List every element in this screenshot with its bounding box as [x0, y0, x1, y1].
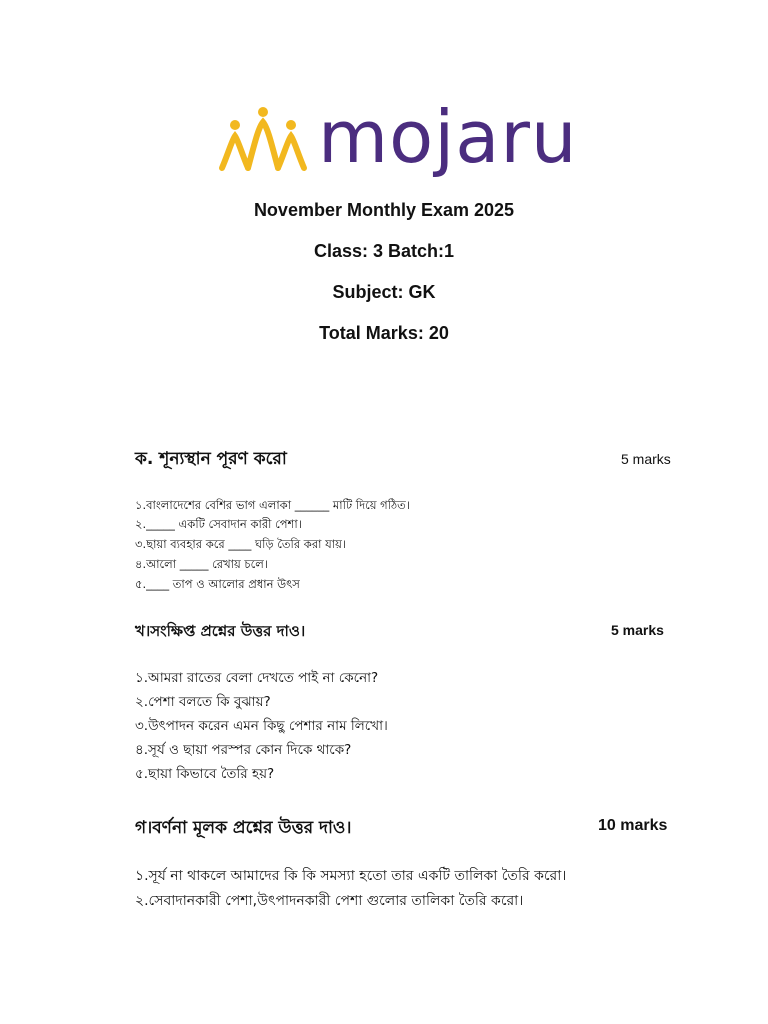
- question-item: ৩.উৎপাদন করেন এমন কিছু পেশার নাম লিখো।: [135, 718, 388, 734]
- section-marks: 10 marks: [598, 817, 668, 834]
- class-batch: Class: 3 Batch:1: [313, 241, 455, 261]
- three-people-logo-icon: [218, 106, 308, 176]
- question-item: ২.পেশা বলতে কি বুঝায়?: [135, 694, 271, 710]
- question-item: ২.সেবাদানকারী পেশা,উৎপাদনকারী পেশা গুলোর তালিকা তৈরি করো।: [135, 893, 524, 909]
- question-item: ১.সূর্য না থাকলে আমাদের কি কি সমস্যা হতো তার একটি তালিকা তৈরি করো।: [135, 868, 567, 884]
- total-marks: Total Marks: 20: [319, 323, 449, 343]
- exam-title: November Monthly Exam 2025: [253, 200, 515, 220]
- subject: Subject: GK: [332, 282, 436, 302]
- question-item: ১.আমরা রাতের বেলা দেখতে পাই না কেনো?: [135, 670, 379, 686]
- question-item: ১.বাংলাদেশের বেশির ভাগ এলাকা ______ মাটি দিয়ে গঠিত।: [135, 498, 410, 512]
- mojaru-logo: [218, 95, 578, 186]
- question-item: ৪.আলো _____ রেখায় চলে।: [135, 557, 268, 571]
- question-item: ৩.ছায়া ব্যবহার করে ____ ঘড়ি তৈরি করা যায়।: [135, 537, 347, 551]
- question-item: ৫.____ তাপ ও আলোর প্রধান উৎস: [135, 577, 300, 591]
- section-title: খ।সংক্ষিপ্ত প্রশ্নের উত্তর দাও।: [135, 622, 306, 640]
- section-title: গ।বর্ণনা মূলক প্রশ্নের উত্তর দাও।: [135, 818, 352, 838]
- section-marks: 5 marks: [621, 451, 671, 467]
- question-item: ২._____ একটি সেবাদান কারী পেশা।: [135, 517, 302, 531]
- question-item: ৪.সূর্য ও ছায়া পরস্পর কোন দিকে থাকে?: [135, 742, 352, 758]
- section-marks: 5 marks: [611, 622, 664, 638]
- logo-wordmark: mojaru: [318, 95, 578, 179]
- section-title: ক. শূন্যস্থান পূরণ করো: [135, 449, 287, 469]
- question-item: ৫.ছায়া কিভাবে তৈরি হয়?: [135, 766, 275, 782]
